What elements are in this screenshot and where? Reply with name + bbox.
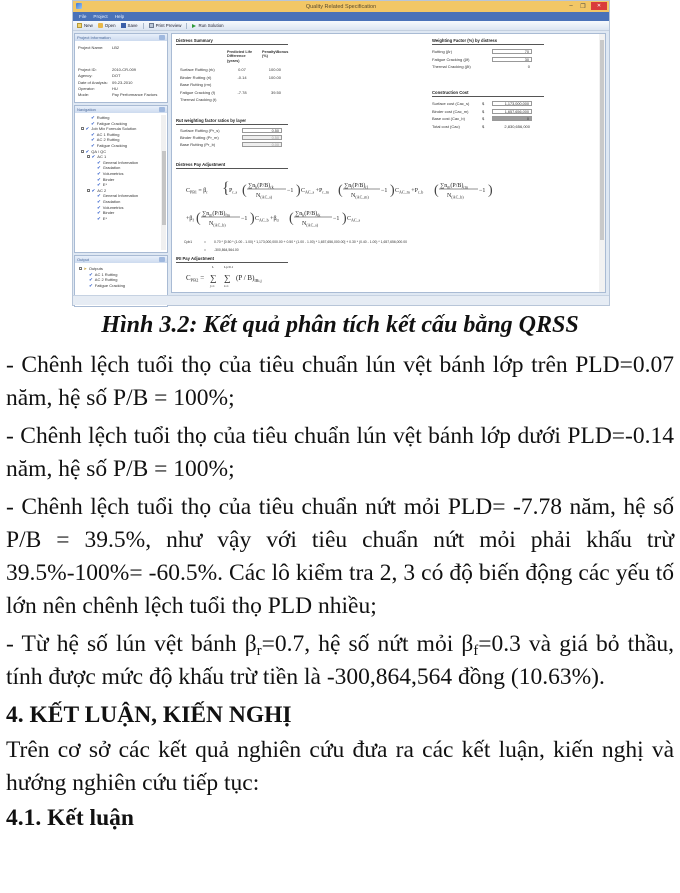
tree-label: QA \ QC: [91, 148, 107, 154]
document-body: [6, 349, 674, 835]
paragraph-intro: Trên cơ sở các kết quả nghiên cứu đưa ra các kết luận, kiến nghị và hướng nghiên cứu tiếp tục:: [6, 737, 674, 796]
field-label: Project ID:: [78, 67, 97, 73]
svg-text:{: {: [222, 180, 230, 197]
check-icon: ✔: [97, 193, 101, 199]
subscript: f: [473, 643, 479, 659]
cpb1-label: Cpb1: [184, 240, 193, 244]
results-pane: [171, 33, 606, 293]
rut-weighting-section: [176, 118, 288, 148]
svg-text:N(AC_s): $N_{(AC\_s)}$: [302, 221, 319, 228]
check-icon: ✔: [89, 271, 93, 277]
svg-text:i=1: i=1: [224, 284, 229, 288]
mode-row: [78, 92, 164, 98]
cost-label: Surface cost (Cac_s): [432, 101, 470, 107]
construction-cost-section: [432, 90, 544, 130]
distress-row: [180, 66, 288, 74]
check-icon: ✔: [97, 176, 101, 182]
check-icon: ✔: [89, 282, 93, 288]
svg-text:N(AC_m): $N_{(AC\_m)}$: [351, 193, 369, 200]
svg-text:∑nk(P/B)tk: $\sum n_k(P/B)_{tk}$: [295, 211, 321, 218]
svg-text:N(AC_b): $N_{(AC\_b)}$: [209, 221, 226, 228]
check-icon: ✔: [97, 198, 101, 204]
distress-row: [180, 74, 288, 82]
svg-text:∑nk(P/B)rk: $\sum n_k(P/B)_{rk}$: [248, 183, 274, 190]
weighting-label: Rutting (βr): [432, 49, 453, 55]
currency-symbol: $: [482, 116, 485, 122]
iri-pay-title: IRI Pay Adjustment: [176, 256, 288, 263]
rut-weight-label: Base Rutting (Pr_b): [180, 142, 216, 147]
svg-text:N(AC_b): $N_{(AC\_b)}$: [447, 193, 464, 200]
status-bar: [73, 295, 609, 305]
check-icon: ✔: [97, 170, 101, 176]
check-icon: ✔: [91, 154, 96, 160]
svg-text:CAC_s +Pr_m: $C_{AC\_s} +P_{r\_m}$: [301, 188, 329, 195]
construction-cost-title: Construction Cost: [432, 90, 544, 97]
date-value: 09-23-2010: [112, 79, 133, 85]
field-label: Agency:: [78, 73, 93, 79]
distress-row: [180, 89, 288, 97]
open-button[interactable]: [98, 23, 116, 28]
tree-label: E*: [102, 215, 108, 221]
project-name-value: LB2: [112, 45, 120, 50]
cpb-formula-graphic: [186, 176, 516, 232]
rut-weight-row: [180, 134, 288, 141]
cost-row: [432, 123, 544, 131]
save-button[interactable]: [121, 23, 138, 28]
tree-label: Fatigue Cracking: [96, 142, 128, 148]
rut-weight-row: [180, 127, 288, 134]
new-file-icon: [77, 23, 82, 28]
save-label: Save: [127, 23, 138, 28]
project-info-title: Project Information: [77, 35, 111, 40]
maximize-button[interactable]: ❐: [580, 3, 586, 10]
tree-label: Gradation: [102, 165, 121, 171]
paragraph-deduction: [6, 628, 674, 694]
rutting-weight-input[interactable]: 70: [492, 49, 532, 54]
cpb1-calculation: Cpb1 = 0.70 * [0.50 * (1.00 - 1.00) * 1,173,000,000.00 + 0.50 * (1.00 - 1.00) * 1,657,656,000.00] + 0.30 * (0.40 - 1.00) * 1,657,656,000.00: [184, 240, 408, 244]
collapse-node-icon[interactable]: −: [88, 155, 90, 160]
svg-text:CPB1 = βr: $C_{PB1} = \beta_r$: [186, 188, 208, 195]
collapse-node-icon[interactable]: −: [80, 267, 82, 272]
distress-row: [180, 81, 288, 89]
svg-text:∑: ∑: [224, 273, 231, 283]
navigation-tree: [75, 113, 167, 223]
left-panels: [74, 33, 168, 303]
collapse-node-icon[interactable]: −: [82, 149, 84, 154]
new-button[interactable]: [77, 23, 93, 28]
tree-label: Volumetrics: [102, 204, 124, 210]
pld-column-header: Predicted Life Difference (years): [227, 50, 253, 63]
tree-label: General Information: [102, 159, 139, 165]
iri-pay-formula: [186, 262, 306, 293]
check-icon: ✔: [97, 204, 101, 210]
field-label: Project Name:: [78, 45, 104, 50]
svg-text:(: (: [289, 211, 294, 226]
check-icon: ✔: [85, 126, 90, 132]
heading-conclusion-4-1: 4.1. Kết luận: [6, 805, 134, 831]
svg-text:): ): [342, 211, 347, 226]
run-solution-button[interactable]: [192, 23, 223, 28]
scrollbar-thumb[interactable]: [600, 40, 604, 240]
tree-label: Rutting: [96, 115, 110, 120]
currency-symbol: $: [482, 101, 485, 107]
text-span: =0.3 và giá bỏ thầu, tính được mức độ khấu trừ tiền là -300,864,564 đồng (10.63%).: [6, 631, 675, 690]
cpb2-formula-graphic: [186, 262, 306, 292]
binder-cost-input[interactable]: 1,657,656,000: [492, 109, 532, 114]
fatigue-weight-input[interactable]: 30: [492, 57, 532, 62]
cost-row: [432, 100, 544, 108]
distress-label: Base Rutting (rm): [180, 82, 212, 88]
check-icon: ✔: [91, 115, 95, 120]
print-preview-icon: [149, 23, 154, 28]
tree-label: Outputs: [88, 266, 103, 271]
check-icon: ✔: [91, 187, 96, 193]
menu-project[interactable]: Project: [93, 14, 108, 19]
qrss-app-window: [72, 0, 610, 306]
base-cost-input: 0: [492, 116, 532, 121]
field-label: Operator:: [78, 85, 95, 91]
scrollbar-thumb[interactable]: [162, 151, 166, 225]
tree-label: General Information: [102, 193, 139, 199]
check-icon: ✔: [85, 148, 90, 154]
svg-text:(: (: [338, 183, 343, 198]
svg-text:−1: −1: [333, 216, 340, 222]
svg-text:Pr_s: $P_{r\_s}$: [229, 188, 238, 195]
paragraph-surface-rutting: - Chênh lệch tuổi thọ của tiêu chuẩn lún vệt bánh lớp trên PLD=0.07 năm, hệ số P/B = 100%;: [6, 352, 674, 411]
surface-cost-input[interactable]: 1,173,000,000: [492, 101, 532, 106]
app-icon: [76, 3, 82, 9]
heading-conclusions: 4. KẾT LUẬN, KIẾN NGHỊ: [6, 702, 292, 728]
field-label: Mode:: [78, 92, 90, 98]
agency-value: DOT: [112, 73, 121, 79]
svg-text:−1: −1: [241, 216, 248, 222]
tree-label: Binder: [102, 176, 115, 182]
svg-text:(P / B)IRi,j: $(P / B)_{IRi,j}$: [236, 274, 262, 283]
svg-text:∑nm(P/B)fm: $\sum n_m(P/B)_{fm}$: [202, 211, 230, 218]
project-id-value: 2010-CR-009: [112, 67, 137, 73]
svg-text:(: (: [196, 211, 201, 226]
weighting-label: Thermal Cracking (βt): [432, 64, 471, 70]
svg-text:N(AC_s): $N_{(AC\_s)}$: [256, 193, 273, 200]
svg-text:CAC_m +Pr_b: $C_{AC\_m} +P_{r\_b}$: [395, 188, 424, 195]
svg-text:): ): [250, 211, 255, 226]
tree-label: Gradation: [102, 198, 121, 204]
collapse-node-icon[interactable]: −: [88, 189, 90, 194]
field-label: Date of Analysis:: [78, 79, 108, 85]
distress-summary-section: [176, 38, 288, 104]
run-icon: [192, 24, 196, 28]
rut-weight-row: [180, 141, 288, 148]
figure-caption: Hình 3.2: Kết quả phân tích kết cấu bằng QRSS: [101, 312, 579, 338]
open-folder-icon: [98, 23, 103, 28]
window-title: Quality Related Specification: [305, 3, 377, 10]
text-span: - Từ hệ số lún vệt bánh β: [6, 631, 257, 657]
navigation-title: Navigation: [77, 107, 96, 112]
paragraph-binder-rutting: - Chênh lệch tuổi thọ của tiêu chuẩn lún vệt bánh lớp dưới PLD=-0.14 năm, hệ số P/B = 100%;: [6, 423, 674, 482]
weighting-row: [432, 48, 544, 56]
output-title: Output: [77, 257, 90, 262]
check-icon: ✔: [97, 165, 101, 171]
tree-label: AC 2: [97, 187, 107, 193]
svg-text:CAC_b +βtr: $C_{AC\_b} +\beta_{tr}$: [255, 216, 279, 223]
svg-text:L: L: [212, 265, 215, 269]
pld-value: -0.14: [237, 74, 247, 80]
svg-text:+βf: $+\beta_f$: [186, 216, 194, 223]
svg-text:∑: ∑: [210, 273, 217, 283]
currency-symbol: $: [482, 108, 485, 114]
tree-label: Binder: [102, 210, 115, 216]
check-icon: ✔: [89, 277, 93, 283]
cpb1-result-line: = -300,864,564.00: [204, 248, 239, 252]
surface-rutting-ratio-stepper[interactable]: 0.50: [242, 128, 282, 133]
svg-text:): ): [296, 183, 301, 198]
pb-value: 100.00: [268, 67, 281, 73]
print-preview-button[interactable]: [149, 23, 182, 28]
base-rutting-ratio-stepper: 0.00: [242, 142, 282, 147]
check-icon: ✔: [97, 215, 101, 221]
tree-label: Volumetrics: [102, 170, 124, 176]
tree-label: Fatigue Cracking: [94, 282, 126, 288]
project-info-header: [75, 34, 167, 41]
title-bar: [73, 1, 609, 12]
distress-summary-title: Distress Summary: [176, 38, 288, 45]
mode-value: Pay Performance Factors: [112, 92, 158, 98]
rut-weight-label: Surface Rutting (Pr_s): [180, 128, 220, 133]
menu-bar: [73, 12, 609, 21]
distress-label: Surface Rutting (rk): [180, 67, 215, 73]
weighting-row: [432, 63, 544, 71]
open-label: Open: [104, 23, 116, 28]
cost-label: Base cost (Cac_b): [432, 116, 465, 122]
subscript: r: [256, 643, 262, 659]
navigation-scrollbar[interactable]: [161, 115, 166, 250]
tree-label: AC 2 Rutting: [96, 137, 120, 143]
tree-label: Job Mix Formula Solution: [91, 126, 137, 132]
navigation-panel: [74, 105, 168, 253]
pb-value: 100.00: [268, 74, 281, 80]
distress-label: Binder Rutting (rl): [180, 74, 212, 80]
output-tree: [75, 263, 167, 291]
svg-text:): ): [488, 183, 493, 198]
new-label: New: [84, 23, 93, 28]
distress-pay-formula: [186, 176, 516, 236]
weighting-row: [432, 56, 544, 64]
svg-text:Lp/0.1: Lp/0.1: [224, 265, 234, 269]
binder-rutting-ratio-stepper: 0.50: [242, 135, 282, 140]
toolbar-separator: [143, 23, 144, 29]
output-header: [75, 256, 167, 263]
collapse-icon[interactable]: [159, 35, 165, 40]
collapse-icon[interactable]: [159, 257, 165, 262]
save-icon: [121, 23, 126, 28]
svg-text:∑nm(P/B)rm: $\sum n_m(P/B)_{rm}$: [440, 183, 468, 190]
check-icon: ✔: [97, 159, 101, 165]
distress-label: Thermal Cracking (t): [180, 97, 217, 103]
tree-label: AC 1 Rutting: [94, 271, 118, 277]
check-icon: ✔: [97, 182, 101, 188]
weighting-factor-title: Weighting Factor (%) by distress: [432, 38, 544, 45]
svg-text:(: (: [434, 183, 439, 198]
navigation-header: [75, 106, 167, 113]
currency-symbol: $: [482, 123, 485, 129]
rut-weight-label: Binder Rutting (Pr_m): [180, 135, 219, 140]
toolbar: [73, 21, 609, 31]
print-preview-label: Print Preview: [155, 23, 182, 28]
cpb1-expression: 0.70 * [0.50 * (1.00 - 1.00) * 1,173,000,000.00 + 0.50 * (1.00 - 1.00) * 1,657,656,000.00] + 0.30 * (0.40 - 1.00) * 1,657,656,000.00: [214, 240, 408, 244]
cost-row: [432, 115, 544, 123]
weighting-label: Fatigue Cracking (βf): [432, 56, 470, 62]
project-info-panel: [74, 33, 168, 103]
distress-label: Fatigue Cracking (f): [180, 89, 216, 95]
operator-value: HU: [112, 85, 118, 91]
text-span: =0.7, hệ số nứt mỏi β: [261, 631, 474, 657]
svg-text:): ): [390, 183, 395, 198]
cost-label: Binder cost (Cac_m): [432, 108, 469, 114]
cpb1-result: -300,864,564.00: [214, 248, 239, 252]
svg-text:−1: −1: [479, 188, 486, 194]
tree-label: AC 1 Rutting: [96, 131, 120, 137]
total-cost-value: 2,830,656,000: [504, 123, 530, 129]
paragraph-fatigue-cracking: - Chênh lệch tuổi thọ của tiêu chuẩn nứt mỏi PLD= -7.78 năm, hệ số P/B = 39.5%, như vậy với tiêu chuẩn nứt mỏi phải khấu trừ 39.5%-100%= -60.5%. Các lô kiểm tra 2, 3 có độ biến động các yếu tố lớn nên chênh lệch tuổi thọ PLD nhiều;: [6, 494, 674, 619]
distress-row: [180, 96, 288, 104]
svg-text:−1: −1: [381, 188, 388, 194]
check-icon: ✔: [91, 137, 95, 143]
pld-value: 0.07: [238, 67, 246, 73]
menu-help[interactable]: Help: [114, 14, 125, 19]
toolbar-separator: [186, 23, 187, 29]
outputs-folder-icon: ➤: [83, 266, 87, 271]
close-button[interactable]: ✕: [591, 2, 607, 10]
pb-value: 39.50: [270, 89, 281, 95]
svg-text:CAC_s: $C_{AC\_s}$: [347, 216, 361, 223]
tree-item-e-star[interactable]: [79, 216, 157, 222]
tree-label: AC 1: [97, 154, 107, 160]
tree-label: E*: [102, 182, 108, 188]
results-scrollbar[interactable]: [599, 34, 605, 292]
penalty-bonus-column-header: Penalty\Bonus (%): [262, 50, 289, 59]
collapse-icon[interactable]: [159, 107, 165, 112]
tree-label: AC 2 Rutting: [94, 277, 118, 283]
cost-row: [432, 108, 544, 116]
run-solution-label: Run Solution: [198, 23, 224, 28]
distress-pay-section: [176, 162, 288, 169]
tree-item-fatigue-cracking-output[interactable]: [79, 283, 163, 289]
tree-label: Fatigue Cracking: [96, 120, 128, 126]
menu-file[interactable]: File: [79, 14, 87, 19]
cost-label: Total cost (Cac): [432, 123, 460, 129]
minimize-button[interactable]: –: [569, 3, 573, 9]
check-icon: ✔: [91, 142, 95, 148]
pld-value: -7.78: [237, 89, 247, 95]
collapse-node-icon[interactable]: −: [82, 127, 84, 132]
svg-text:−1: −1: [287, 188, 294, 194]
svg-text:(: (: [242, 183, 247, 198]
distress-pay-title: Distress Pay Adjustment: [176, 162, 288, 169]
thermal-weight-value: 0: [527, 64, 530, 70]
check-icon: ✔: [97, 210, 101, 216]
check-icon: ✔: [91, 131, 95, 137]
weighting-factor-section: [432, 38, 544, 71]
svg-text:j=1: j=1: [210, 284, 215, 288]
svg-text:∑nl(P/B)rl: $\sum n_l(P/B)_{rl}$: [344, 183, 368, 190]
rut-weighting-title: Rut weighting factor ratios by layer: [176, 118, 288, 125]
svg-text:CPB2 =: $C_{PB2}$ =: [186, 274, 205, 283]
check-icon: ✔: [91, 120, 95, 126]
